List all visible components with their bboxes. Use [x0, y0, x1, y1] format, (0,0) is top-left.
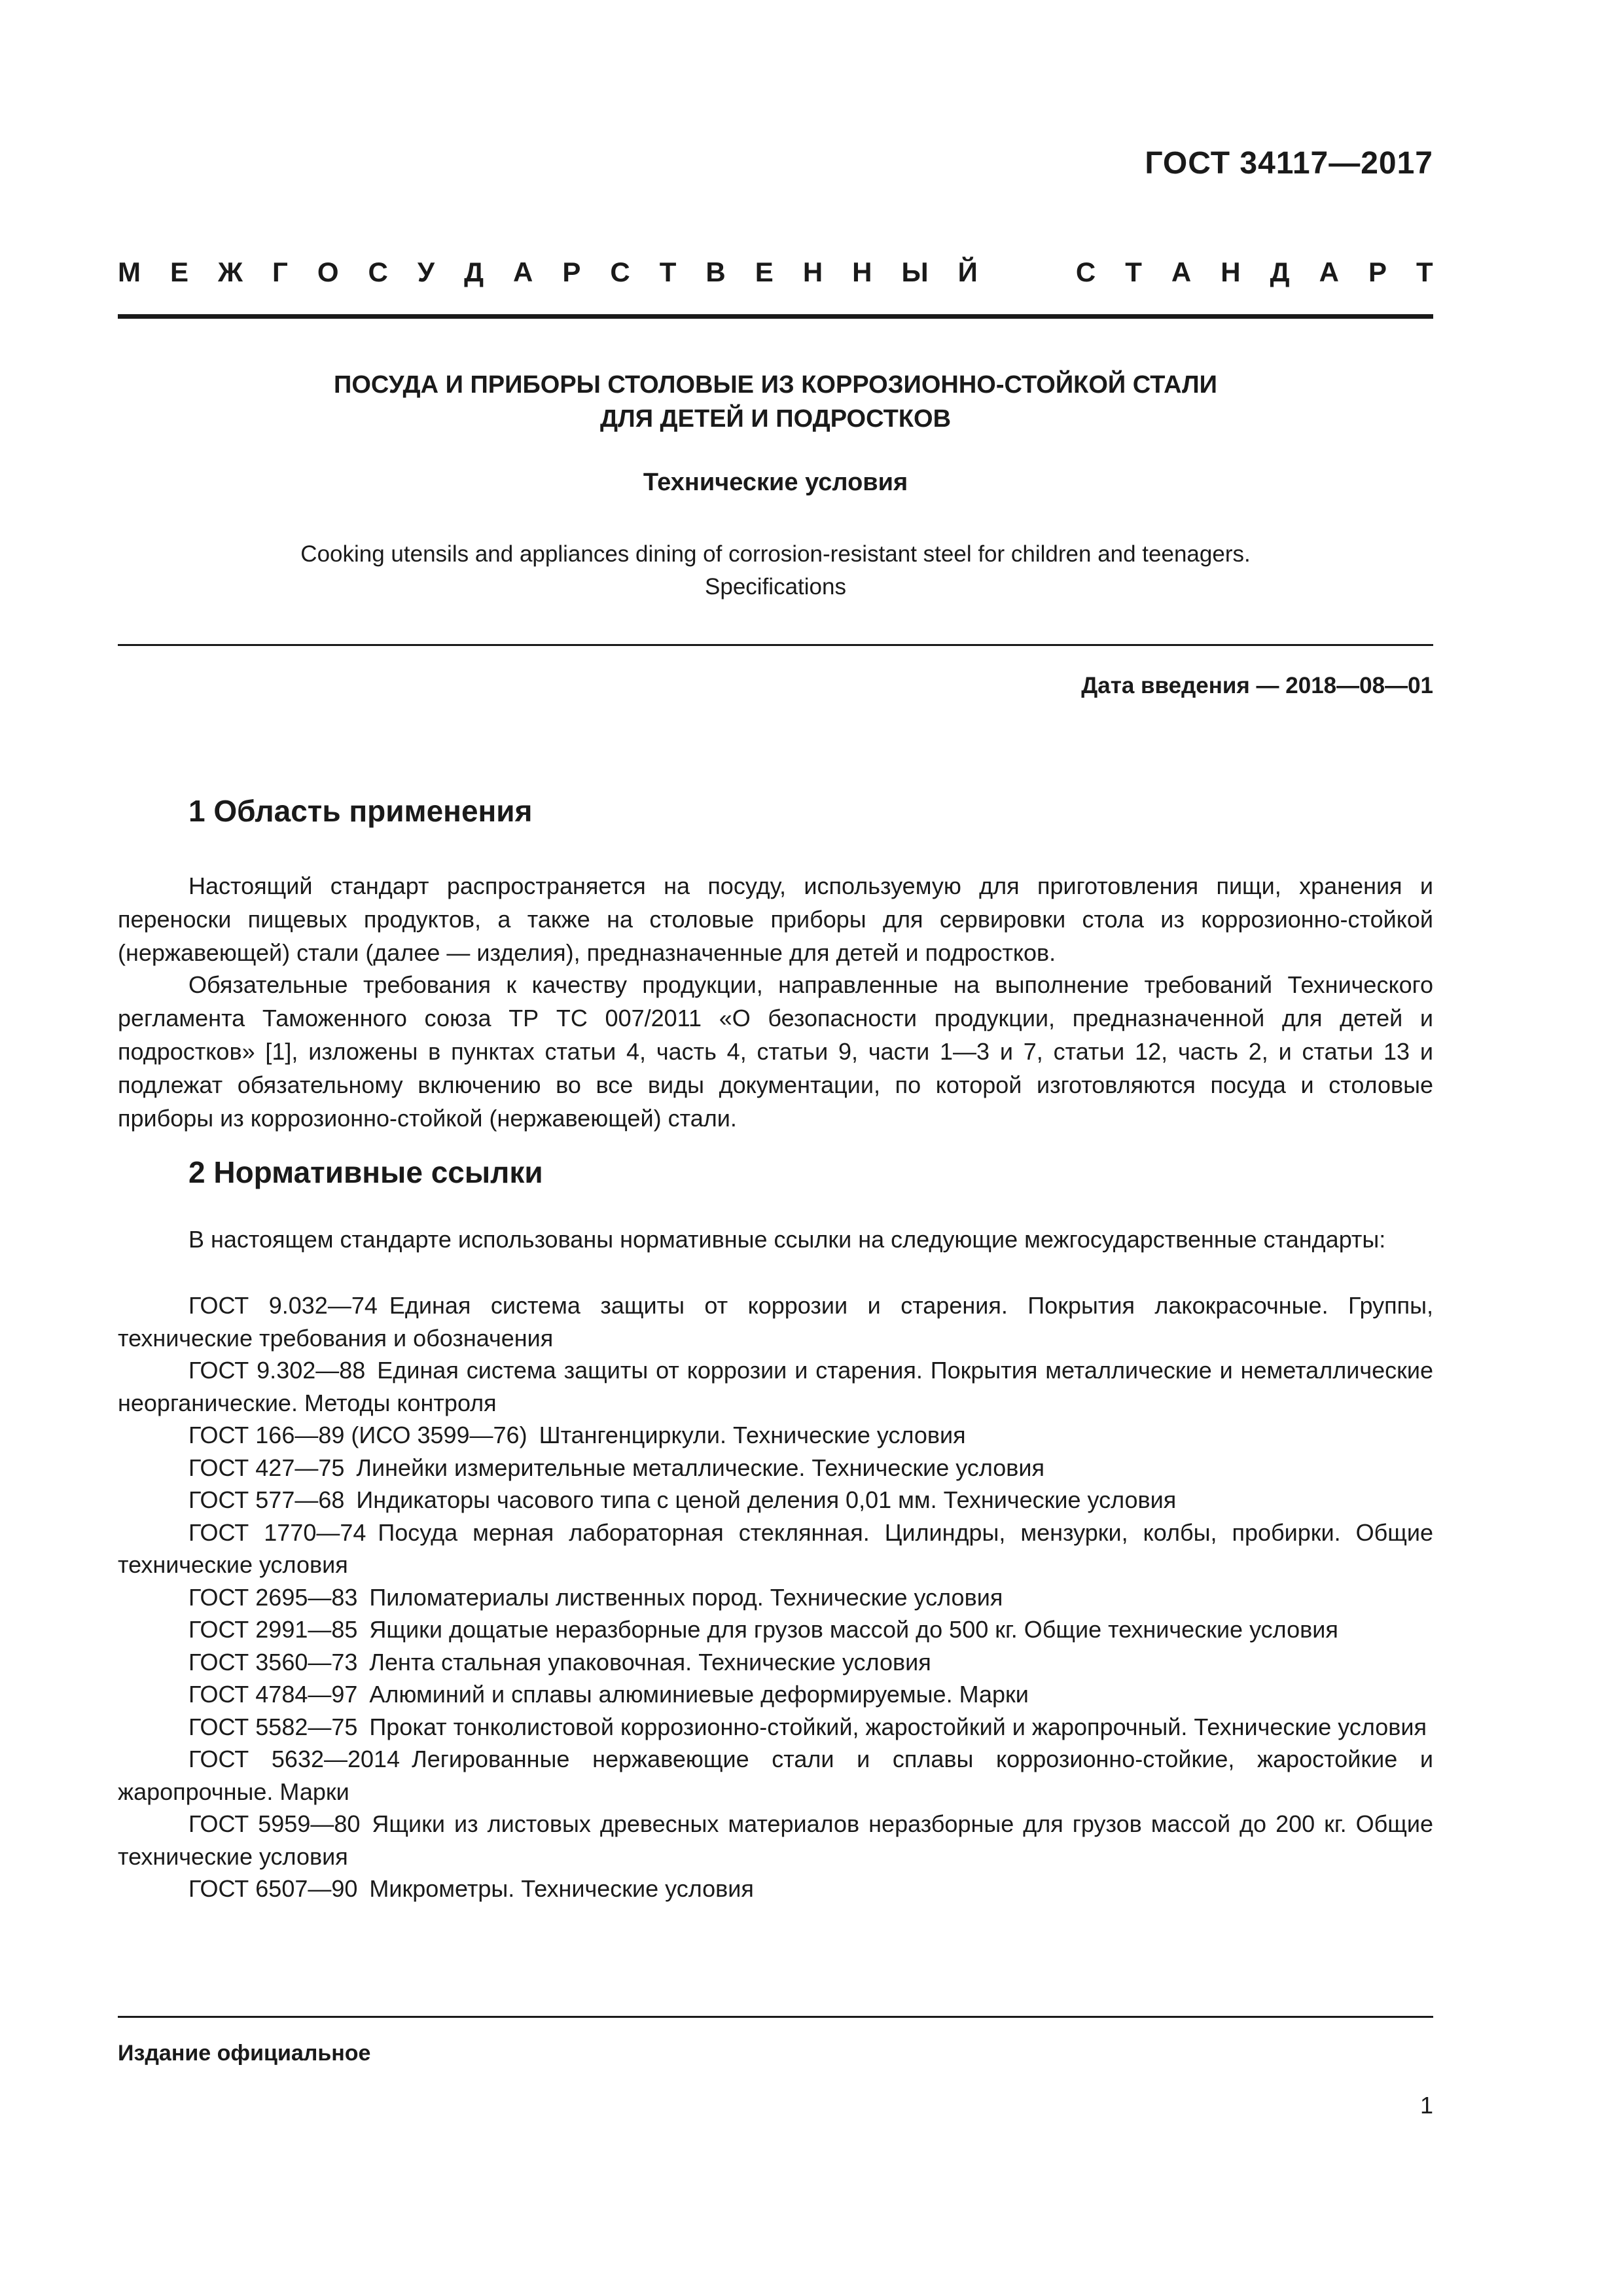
reference-text: Штангенциркули. Технические условия [539, 1422, 966, 1448]
banner-letter: Т [1125, 257, 1142, 287]
reference-code: ГОСТ 577—68 [188, 1486, 345, 1513]
reference-item [118, 1289, 1433, 1354]
banner-letter: Д [464, 257, 484, 287]
reference-text: Индикаторы часового типа с ценой деления 0,01 мм. Технические условия [356, 1486, 1177, 1513]
reference-text: Микрометры. Технические условия [369, 1875, 754, 1902]
standard-banner [118, 257, 1433, 288]
normative-references-list [118, 1289, 1433, 1905]
document-code: ГОСТ 34117—2017 [1145, 146, 1433, 181]
banner-letter: Е [755, 257, 774, 287]
banner-letter: Н [802, 257, 823, 287]
reference-code: ГОСТ 5959—80 [188, 1810, 361, 1837]
banner-letter: А [1319, 257, 1339, 287]
reference-code: ГОСТ 5582—75 [188, 1713, 358, 1740]
reference-code: ГОСТ 2991—85 [188, 1616, 358, 1643]
reference-text: Единая система защиты от коррозии и старения. Покрытия лакокрасочные. Группы, технические требования и обозначения [118, 1292, 1433, 1352]
reference-item [118, 1873, 1433, 1905]
reference-item [118, 1419, 1433, 1452]
banner-letter: Д [1270, 257, 1290, 287]
reference-item [118, 1808, 1433, 1873]
reference-item [118, 1678, 1433, 1711]
reference-item [118, 1516, 1433, 1581]
banner-letter: Р [562, 257, 581, 287]
reference-code: ГОСТ 427—75 [188, 1454, 345, 1481]
footer-divider [118, 2016, 1433, 2018]
paragraph: Настоящий стандарт распространяется на посуду, используемую для приготовления пищи, хранения и переноски пищевых продуктов, а также на столовые приборы для сервировки стола из коррозионно-стойкой (нержавеющей) стали (далее — изделия), предназначенные для детей и подростков. [118, 872, 1433, 966]
banner-letter: Ж [218, 257, 243, 287]
section-heading-normative-references: 2 Нормативные ссылки [188, 1155, 543, 1189]
reference-item [118, 1452, 1433, 1484]
banner-letter: Е [170, 257, 189, 287]
reference-item [118, 1484, 1433, 1516]
reference-text: Пиломатериалы лиственных пород. Технические условия [369, 1583, 1003, 1611]
reference-text: Алюминий и сплавы алюминиевые деформируемые. Марки [369, 1681, 1029, 1708]
reference-text: Линейки измерительные металлические. Технические условия [356, 1454, 1045, 1481]
reference-code: ГОСТ 9.302—88 [188, 1357, 366, 1384]
document-page [118, 0, 1433, 2296]
reference-code: ГОСТ 6507—90 [188, 1875, 358, 1902]
banner-letter: С [368, 257, 388, 287]
reference-item [118, 1613, 1433, 1646]
english-title-line: Specifications [705, 574, 846, 600]
reference-code: ГОСТ 9.032—74 [188, 1292, 378, 1319]
reference-text: Легированные нержавеющие стали и сплавы коррозионно-стойкие, жаростойкие и жаропрочные. Марки [118, 1746, 1433, 1805]
reference-code: ГОСТ 5632—2014 [188, 1746, 401, 1772]
page-number: 1 [1419, 2092, 1433, 2119]
reference-text: Единая система защиты от коррозии и старения. Покрытия металлические и неметаллические неорганические. Методы контроля [118, 1357, 1433, 1416]
paragraph: В настоящем стандарте использованы нормативные ссылки на следующие межгосударственные стандарты: [188, 1226, 1386, 1253]
document-title [118, 368, 1433, 436]
banner-letter: Н [852, 257, 872, 287]
banner-letter: С [610, 257, 630, 287]
official-edition-label: Издание официальное [118, 2041, 371, 2066]
banner-letter: Г [272, 257, 288, 287]
introduction-date: Дата введения — 2018—08—01 [1081, 673, 1433, 698]
reference-code: ГОСТ 1770—74 [188, 1518, 366, 1546]
english-title-line: Cooking utensils and appliances dining of corrosion-resistant steel for children and teenagers. [300, 541, 1251, 567]
section-heading-scope: 1 Область применения [188, 794, 533, 828]
banner-letter: У [417, 257, 435, 287]
banner-letter: С [1075, 257, 1096, 287]
reference-item [118, 1743, 1433, 1808]
reference-text: Лента стальная упаковочная. Технические условия [369, 1648, 931, 1676]
title-divider [118, 644, 1433, 646]
reference-item [118, 1354, 1433, 1419]
banner-letter: Ы [901, 257, 929, 287]
reference-text: Посуда мерная лабораторная стеклянная. Цилиндры, мензурки, колбы, пробирки. Общие технические условия [118, 1518, 1433, 1578]
header-divider [118, 314, 1433, 319]
banner-word-gap [1007, 257, 1046, 288]
paragraph: Обязательные требования к качеству продукции, направленные на выполнение требований Технического регламента Таможенного союза ТР ТС 007/2011 «О безопасности продукции, предназначенной для детей и подростков» [1], изложены в пунктах статьи 4, часть 4, статьи 9, части 1—3 и 7, статьи 12, часть 2, и статьи 13 и подлежат обязательному включению во все виды документации, по которой изготовляются посуда и столовые приборы из коррозионно-стойкой (нержавеющей) стали. [118, 971, 1433, 1132]
banner-letter: Р [1368, 257, 1387, 287]
banner-letter: О [317, 257, 339, 287]
reference-item [118, 1581, 1433, 1614]
reference-text: Ящики дощатые неразборные для грузов массой до 500 кг. Общие технические условия [369, 1616, 1338, 1643]
reference-code: ГОСТ 166—89 (ИСО 3599—76) [188, 1422, 527, 1448]
reference-text: Прокат тонколистовой коррозионно-стойкий, жаростойкий и жаропрочный. Технические условия [369, 1713, 1427, 1740]
reference-item [118, 1711, 1433, 1744]
reference-item [118, 1646, 1433, 1679]
banner-letter: Й [957, 257, 978, 287]
reference-code: ГОСТ 2695—83 [188, 1583, 358, 1611]
banner-letter: Т [1416, 257, 1433, 287]
english-title [118, 538, 1433, 603]
banner-letter: М [118, 257, 141, 287]
title-line: ДЛЯ ДЕТЕЙ И ПОДРОСТКОВ [599, 405, 952, 433]
banner-letter: В [705, 257, 726, 287]
banner-letter: А [513, 257, 533, 287]
reference-code: ГОСТ 3560—73 [188, 1648, 358, 1676]
banner-letter: Т [659, 257, 677, 287]
banner-letter: Н [1221, 257, 1241, 287]
banner-letter: А [1171, 257, 1192, 287]
document-subtitle: Технические условия [643, 469, 908, 496]
reference-code: ГОСТ 4784—97 [188, 1681, 358, 1708]
title-line: ПОСУДА И ПРИБОРЫ СТОЛОВЫЕ ИЗ КОРРОЗИОННО-СТОЙКОЙ СТАЛИ [334, 371, 1217, 399]
reference-text: Ящики из листовых древесных материалов неразборные для грузов массой до 200 кг. Общие технические условия [118, 1810, 1433, 1870]
